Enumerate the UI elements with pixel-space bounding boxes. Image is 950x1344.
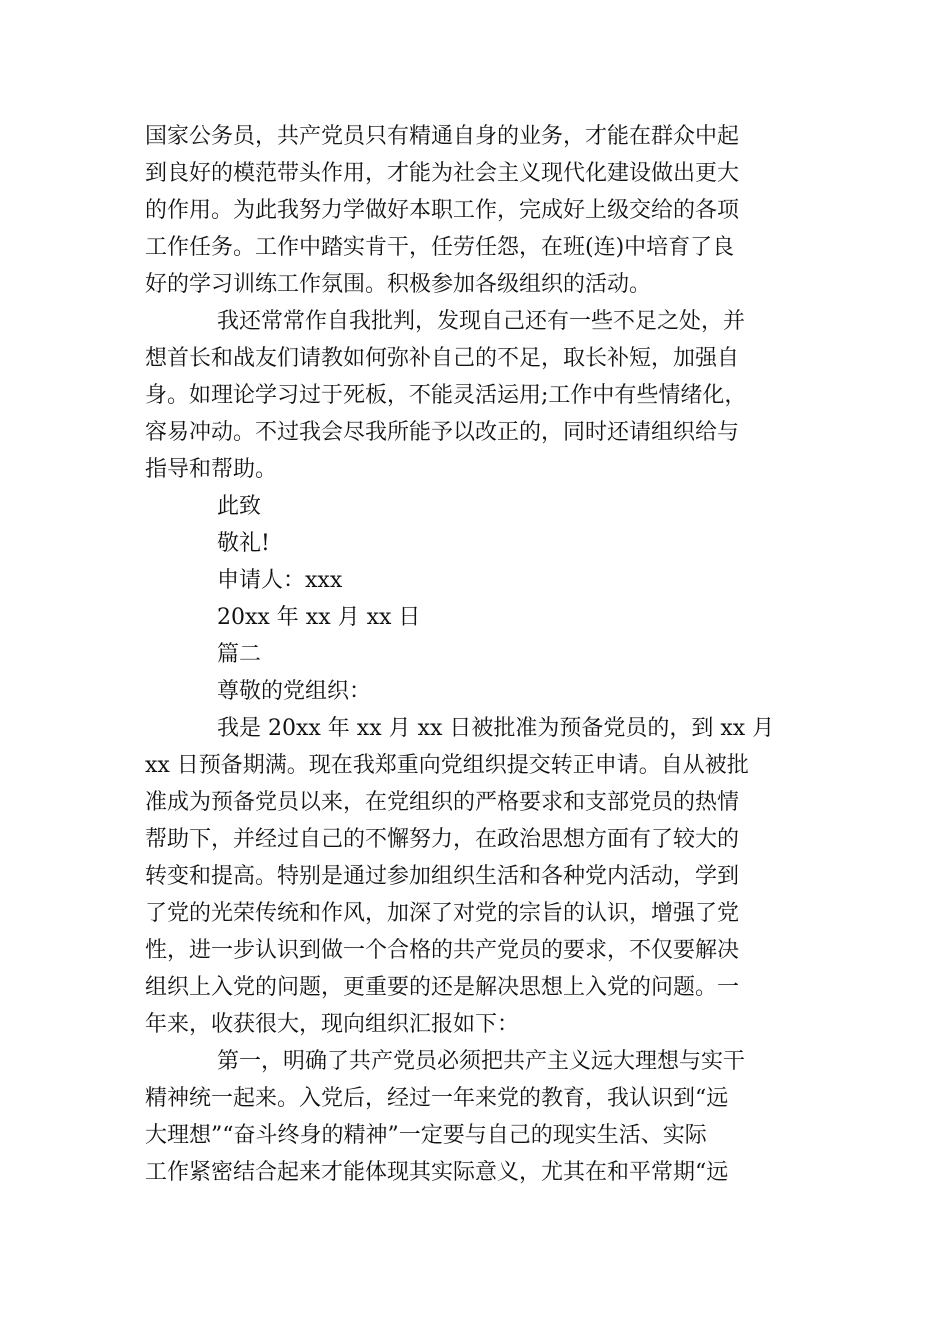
text-line: 尊敬的党组织： — [217, 679, 372, 704]
text-line: 精神统一起来。入党后，经过一年来党的教育，我认识到“远 — [145, 1086, 729, 1111]
text-line: 国家公务员，共产党员只有精通自身的业务，才能在群众中起 — [145, 124, 740, 149]
text-line: 转变和提高。特别是通过参加组织生活和各种党内活动，学到 — [145, 864, 740, 889]
text-line: 年来，收获很大，现向组织汇报如下： — [145, 1012, 520, 1037]
text-line: 性，进一步认识到做一个合格的共产党员的要求，不仅要解决 — [145, 938, 740, 963]
document-body — [145, 118, 805, 1191]
paragraph — [145, 525, 805, 562]
text-line: 20xx 年 xx 月 xx 日 — [217, 605, 421, 630]
text-line: 身。如理论学习过于死板，不能灵活运用;工作中有些情绪化， — [145, 383, 747, 408]
text-line: 申请人：xxx — [217, 568, 343, 593]
paragraph — [145, 488, 805, 525]
paragraph — [145, 710, 805, 1043]
paragraph — [145, 1043, 805, 1191]
paragraph — [145, 673, 805, 710]
text-line: 指导和帮助。 — [145, 457, 278, 482]
text-line: 工作紧密结合起来才能体现其实际意义，尤其在和平常期“远 — [145, 1160, 729, 1185]
paragraph — [145, 636, 805, 673]
paragraph — [145, 599, 805, 636]
text-line: 工作任务。工作中踏实肯干，任劳任怨，在班(连)中培育了良 — [145, 235, 735, 260]
text-line: 好的学习训练工作氛围。积极参加各级组织的活动。 — [145, 272, 652, 297]
text-line: 大理想”“奋斗终身的精神”一定要与自己的现实生活、实际 — [145, 1123, 707, 1148]
text-line: 第一，明确了共产党员必须把共产主义远大理想与实干 — [217, 1049, 746, 1074]
text-line: xx 日预备期满。现在我郑重向党组织提交转正申请。自从被批 — [145, 753, 749, 778]
paragraph — [145, 562, 805, 599]
text-line: 帮助下，并经过自己的不懈努力，在政治思想方面有了较大的 — [145, 827, 740, 852]
text-line: 想首长和战友们请教如何弥补自己的不足，取长补短，加强自 — [145, 346, 740, 371]
text-line: 我还常常作自我批判，发现自己还有一些不足之处，并 — [217, 309, 746, 334]
paragraph — [145, 118, 805, 303]
text-line: 到良好的模范带头作用，才能为社会主义现代化建设做出更大 — [145, 161, 740, 186]
text-line: 的作用。为此我努力学做好本职工作，完成好上级交给的各项 — [145, 198, 740, 223]
text-line: 准成为预备党员以来，在党组织的严格要求和支部党员的热情 — [145, 790, 740, 815]
text-line: 篇二 — [217, 642, 262, 667]
paragraph — [145, 303, 805, 488]
text-line: 我是 20xx 年 xx 月 xx 日被批准为预备党员的，到 xx 月 — [217, 716, 775, 741]
text-line: 了党的光荣传统和作风，加深了对党的宗旨的认识，增强了党 — [145, 901, 740, 926]
text-line: 此致 — [217, 494, 262, 519]
text-line: 容易冲动。不过我会尽我所能予以改正的，同时还请组织给与 — [145, 420, 740, 445]
text-line: 敬礼! — [217, 531, 270, 556]
text-line: 组织上入党的问题，更重要的还是解决思想上入党的问题。一 — [145, 975, 740, 1000]
